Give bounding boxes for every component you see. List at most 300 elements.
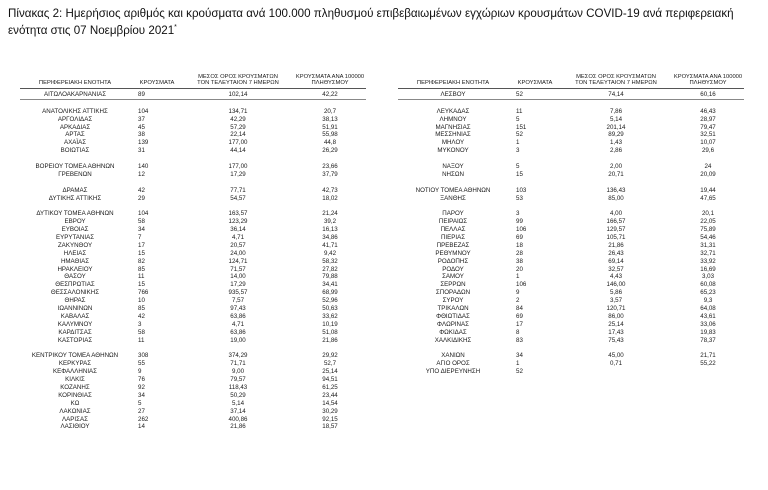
cell-rate: 41,71 [322,241,338,249]
cell-rate: 18,57 [322,423,338,431]
cell-rate: 28,97 [700,115,716,123]
cell-avg: 85,00 [608,194,624,202]
table-row [20,416,366,424]
table-row [20,234,366,242]
cell-rate: 21,86 [322,336,338,344]
table-row [20,202,366,210]
cell-cases: 82 [138,257,145,265]
header-cases: ΚΡΟΥΣΜΑΤΑ [139,80,175,87]
header-region: ΠΕΡΙΦΕΡΕΙΑΚΗ ΕΝΟΤΗΤΑ [38,80,112,87]
cell-cases: 89 [138,91,145,98]
table-row [398,108,744,116]
cell-region: ΕΥΒΟΙΑΣ [61,226,89,234]
cell-avg: 129,57 [606,226,626,234]
cell-avg: 4,71 [231,234,245,242]
cell-cases: 140 [138,163,149,171]
cell-region: ΛΑΚΩΝΙΑΣ [59,407,91,415]
table-row [398,147,744,155]
table-row [398,91,744,100]
cell-region: ΛΑΣΙΘΙΟΥ [60,423,90,431]
cell-region: ΑΡΚΑΔΙΑΣ [59,123,91,131]
cell-avg: 71,71 [230,360,246,368]
table-row [398,218,744,226]
cell-region: ΚΑΡΔΙΤΣΑΣ [58,328,92,336]
cell-region: ΓΡΕΒΕΝΩΝ [58,170,92,178]
cell-rate: 50,63 [322,305,338,313]
cell-region: ΕΥΡΥΤΑΝΙΑΣ [55,234,95,242]
cell-avg: 71,57 [230,265,246,273]
cell-cases: 27 [138,407,145,415]
cell-region: ΚΕΝΤΡΙΚΟΥ ΤΟΜΕΑ ΑΘΗΝΩΝ [31,352,119,360]
cell-avg: 21,86 [608,241,624,249]
cell-rate: 21,71 [700,352,716,360]
cell-avg: 63,86 [230,312,246,320]
cell-avg: 123,29 [228,218,248,226]
cell-avg: 44,14 [230,147,246,155]
table-row [398,289,744,297]
cell-rate: 92,15 [322,415,338,423]
cell-region: ΥΠΟ ΔΙΕΡΕΥΝΗΣΗ [425,368,481,376]
cell-region: ΦΘΙΩΤΙΔΑΣ [436,312,470,320]
cell-cases: 84 [516,305,523,313]
cell-region: ΗΜΑΘΙΑΣ [60,257,90,265]
table-row [20,313,366,321]
cell-cases: 3 [516,210,520,218]
cell-region: ΡΟΔΟΥ [442,265,464,273]
table-left [20,70,366,431]
table-row [398,131,744,139]
cell-cases: 76 [138,376,145,384]
cell-cases: 85 [138,265,145,273]
cell-region: ΕΒΡΟΥ [64,218,86,226]
cell-region: ΠΡΕΒΕΖΑΣ [436,241,470,249]
cell-cases: 262 [138,415,149,423]
cell-rate: 38,13 [322,115,338,123]
cell-region: ΚΟΡΙΝΘΙΑΣ [58,391,92,399]
cell-rate: 16,13 [322,226,338,234]
table-row [20,218,366,226]
table-row [398,321,744,329]
table-row [20,131,366,139]
cell-avg: 146,00 [606,281,626,289]
table-row [398,226,744,234]
table-row [20,171,366,179]
cell-avg: 74,14 [608,91,624,98]
cell-cases: 52 [516,91,523,98]
cell-rate: 19,83 [700,328,716,336]
cell-cases: 1 [516,273,520,281]
cell-rate: 27,82 [322,265,338,273]
cell-cases: 15 [516,170,523,178]
cell-region: ΤΡΙΚΑΛΩΝ [437,305,469,313]
table-row [20,155,366,163]
table-row [20,91,366,100]
cell-rate: 47,65 [700,194,716,202]
cell-avg: 1,43 [609,139,623,147]
cell-rate: 51,08 [322,328,338,336]
cell-region: ΚΕΦΑΛΛΗΝΙΑΣ [52,368,97,376]
cell-rate: 46,43 [700,107,716,115]
table-row [20,100,366,108]
cell-cases: 53 [516,194,523,202]
cell-region: ΜΕΣΣΗΝΙΑΣ [435,131,471,139]
header-rate-line2: ΠΛΗΘΥΣΜΟΥ [689,80,727,87]
cell-avg: 120,71 [606,305,626,313]
table-row [398,234,744,242]
cell-cases: 52 [516,368,523,376]
cell-rate: 32,71 [700,249,716,257]
cell-cases: 11 [138,336,145,344]
table-row [20,187,366,195]
header-avg-line2: ΤΟΝ ΤΕΛΕΥΤΑΙΟΝ 7 ΗΜΕΡΩΝ [575,80,657,87]
table-row [20,195,366,203]
cell-rate: 94,51 [322,376,338,384]
cell-avg: 97,43 [230,305,246,313]
cell-cases: 45 [138,123,145,131]
table-row [20,384,366,392]
cell-region: ΑΧΑΪΑΣ [63,139,87,147]
cell-region: ΑΙΤΩΛΟΑΚΑΡΝΑΝΙΑΣ [43,91,107,98]
cell-avg: 374,29 [228,352,248,360]
cell-cases: 69 [516,312,523,320]
cell-avg: 20,57 [230,241,246,249]
cell-cases: 37 [138,115,145,123]
cell-rate: 61,25 [322,383,338,391]
cell-avg: 4,43 [609,273,623,281]
table-row [20,116,366,124]
table-row [20,392,366,400]
table-row [398,266,744,274]
cell-cases: 38 [138,131,145,139]
cell-cases: 5 [138,399,142,407]
cell-avg: 54,57 [230,194,246,202]
cell-region: ΒΟΡΕΙΟΥ ΤΟΜΕΑ ΑΘΗΝΩΝ [35,163,115,171]
cell-rate: 10,07 [700,139,716,147]
cell-region: ΔΡΑΜΑΣ [62,186,88,194]
cell-avg: 20,71 [608,170,624,178]
cell-cases: 5 [516,115,520,123]
cell-rate: 79,47 [700,123,716,131]
table-row [398,179,744,187]
cell-cases: 42 [138,186,145,194]
cell-region: ΘΕΣΠΡΩΤΙΑΣ [55,281,95,289]
table-row [398,171,744,179]
cell-rate: 25,14 [322,368,338,376]
cell-cases: 31 [138,147,145,155]
cell-region: ΛΗΜΝΟΥ [439,115,467,123]
table-row [20,337,366,345]
cell-rate: 33,62 [322,312,338,320]
cell-region: ΡΕΘΥΜΝΟΥ [435,249,471,257]
cell-rate: 52,7 [323,360,337,368]
cell-avg: 79,57 [230,376,246,384]
cell-rate: 42,73 [322,186,338,194]
cell-rate: 29,6 [701,147,715,155]
cell-avg: 17,43 [608,328,624,336]
cell-region: ΜΗΛΟΥ [441,139,465,147]
header-avg-line1: ΜΕΣΟΣ ΟΡΟΣ ΚΡΟΥΣΜΑΤΩΝ [576,73,656,80]
cell-cases: 14 [138,423,145,431]
table-row [398,195,744,203]
cell-cases: 38 [516,257,523,265]
cell-cases: 20 [516,265,523,273]
cell-region: ΜΑΓΝΗΣΙΑΣ [435,123,471,131]
cell-region: ΝΗΣΩΝ [442,170,464,178]
cell-avg: 45,00 [608,352,624,360]
cell-rate: 9,3 [703,297,713,305]
cell-rate: 23,44 [322,391,338,399]
cell-rate: 51,91 [322,123,338,131]
cell-cases: 17 [138,241,145,249]
cell-region: ΚΟΖΑΝΗΣ [60,383,90,391]
table-row [398,360,744,368]
cell-region: ΔΥΤΙΚΟΥ ΤΟΜΕΑ ΑΘΗΝΩΝ [36,210,114,218]
cell-region: ΛΕΣΒΟΥ [440,91,466,98]
table-header [398,70,744,89]
table-row [398,139,744,147]
table-row [20,329,366,337]
cell-rate: 33,06 [700,320,716,328]
cell-avg: 24,00 [230,249,246,257]
cell-region: ΣΠΟΡΑΔΩΝ [435,289,471,297]
cell-rate: 14,54 [322,399,338,407]
cell-avg: 69,14 [608,257,624,265]
cell-region: ΠΑΡΟΥ [442,210,464,218]
table-row [398,329,744,337]
table-header [20,70,366,89]
cell-cases: 92 [138,383,145,391]
cell-avg: 0,71 [609,360,623,368]
cell-rate: 24 [704,163,712,171]
table-row [20,242,366,250]
cell-avg: 124,71 [228,257,248,265]
cell-rate: 19,44 [700,186,716,194]
table-row [20,273,366,281]
table-row [20,258,366,266]
cell-avg: 22,14 [230,131,246,139]
cell-avg: 5,86 [609,289,623,297]
cell-region: ΛΑΡΙΣΑΣ [62,415,88,423]
cell-cases: 83 [516,336,523,344]
table-row [398,281,744,289]
cell-region: ΗΛΕΙΑΣ [63,249,87,257]
cell-avg: 118,43 [228,383,248,391]
cell-avg: 36,14 [230,226,246,234]
cell-avg: 17,29 [230,281,246,289]
header-rate [292,74,368,87]
cell-cases: 8 [516,328,520,336]
cell-region: ΛΕΥΚΑΔΑΣ [436,107,470,115]
cell-avg: 166,57 [606,218,626,226]
cell-cases: 55 [138,360,145,368]
cell-avg: 177,00 [228,139,248,147]
cell-region: ΝΑΞΟΥ [442,163,464,171]
cell-cases: 151 [516,123,527,131]
cell-cases: 52 [516,131,523,139]
table-row [398,273,744,281]
table-row [398,368,744,376]
cell-region: ΑΡΓΟΛΙΔΑΣ [57,115,93,123]
cell-rate: 3,03 [701,273,715,281]
table-row [398,313,744,321]
header-cases: ΚΡΟΥΣΜΑΤΑ [517,80,553,87]
cell-region: ΚΩ [70,399,80,407]
cell-cases: 29 [138,194,145,202]
table-body-right [398,91,744,376]
table-row [398,297,744,305]
cell-region: ΝΟΤΙΟΥ ΤΟΜΕΑ ΑΘΗΝΩΝ [415,186,491,194]
cell-rate: 60,08 [700,281,716,289]
cell-region: ΦΩΚΙΔΑΣ [439,328,467,336]
cell-cases: 69 [516,234,523,242]
table-row [20,360,366,368]
cell-avg: 7,57 [231,297,245,305]
cell-region: ΚΑΣΤΟΡΙΑΣ [57,336,93,344]
cell-cases: 11 [516,107,523,115]
cell-cases: 9 [138,368,142,376]
title-text: Πίνακας 2: Ημερήσιος αριθμός και κρούσματα ανά 100.000 πληθυσμού επιβεβαιωμένων εγχώριων κρουσμάτων COVID-19 ανά περιφερειακή ενότητα στις 07 Νοεμβρίου 2021 [8,7,734,37]
table-row [20,179,366,187]
table-row [398,305,744,313]
header-rate-line2: ΠΛΗΘΥΣΜΟΥ [311,80,349,87]
header-avg [188,74,288,87]
cell-avg: 32,57 [608,265,624,273]
cell-cases: 3 [516,147,520,155]
table-row [20,368,366,376]
cell-rate: 39,2 [323,218,337,226]
table-body-left [20,91,366,431]
cell-rate: 52,96 [322,297,338,305]
cell-region: ΒΟΙΩΤΙΑΣ [60,147,90,155]
cell-avg: 42,29 [230,115,246,123]
table-row [398,163,744,171]
cell-avg: 2,86 [609,147,623,155]
cell-rate: 26,29 [322,147,338,155]
cell-avg: 7,86 [609,107,623,115]
cell-cases: 99 [516,218,523,226]
page-title [8,5,760,39]
cell-avg: 105,71 [606,234,626,242]
cell-region: ΠΕΛΛΑΣ [440,226,466,234]
table-row [398,155,744,163]
table-row [20,250,366,258]
table-row [20,281,366,289]
cell-cases: 58 [138,328,145,336]
cell-cases: 12 [138,170,145,178]
cell-rate: 23,66 [322,163,338,171]
cell-region: ΜΥΚΟΝΟΥ [437,147,469,155]
table-row [20,108,366,116]
cell-avg: 4,00 [609,210,623,218]
cell-region: ΘΑΣΟΥ [64,273,86,281]
cell-region: ΖΑΚΥΝΘΟΥ [57,241,93,249]
table-row [398,345,744,353]
header-avg-line2: ΤΟΝ ΤΕΛΕΥΤΑΙΟΝ 7 ΗΜΕΡΩΝ [197,80,279,87]
cell-region: ΡΟΔΟΠΗΣ [437,257,469,265]
cell-avg: 19,00 [230,336,246,344]
table-row [20,423,366,431]
cell-cases: 766 [138,289,149,297]
cell-cases: 42 [138,312,145,320]
cell-region: ΦΛΩΡΙΝΑΣ [437,320,469,328]
cell-region: ΠΙΕΡΙΑΣ [440,234,466,242]
cell-cases: 10 [138,297,145,305]
table-row [398,258,744,266]
cell-region: ΑΡΤΑΣ [65,131,85,139]
cell-avg: 25,14 [608,320,624,328]
table-row [398,352,744,360]
cell-avg: 163,57 [228,210,248,218]
cell-cases: 1 [516,139,520,147]
cell-cases: 15 [138,281,145,289]
cell-cases: 11 [138,273,145,281]
cell-region: ΑΝΑΤΟΛΙΚΗΣ ΑΤΤΙΚΗΣ [42,107,108,115]
cell-rate: 79,88 [322,273,338,281]
cell-avg: 26,43 [608,249,624,257]
header-rate-line1: ΚΡΟΥΣΜΑΤΑ ΑΝΑ 100000 [673,73,743,80]
table-row [398,202,744,210]
cell-avg: 17,29 [230,170,246,178]
cell-rate: 54,46 [700,234,716,242]
cell-region: ΣΕΡΡΩΝ [440,281,466,289]
cell-avg: 177,00 [228,163,248,171]
cell-region: ΘΕΣΣΑΛΟΝΙΚΗΣ [50,289,100,297]
table-row [398,210,744,218]
table-row [20,124,366,132]
table-row [398,116,744,124]
cell-cases: 139 [138,139,149,147]
cell-rate: 22,05 [700,218,716,226]
cell-cases: 1 [516,360,520,368]
cell-cases: 58 [138,218,145,226]
cell-cases: 106 [516,281,527,289]
cell-avg: 935,57 [228,289,248,297]
cell-avg: 2,00 [609,163,623,171]
cell-region: ΧΑΛΚΙΔΙΚΗΣ [434,336,472,344]
cell-rate: 20,09 [700,170,716,178]
cell-rate: 55,22 [700,360,716,368]
cell-rate: 31,31 [700,241,716,249]
cell-rate: 34,41 [322,281,338,289]
cell-avg: 5,14 [609,115,623,123]
cell-region: ΚΑΒΑΛΑΣ [60,312,90,320]
cell-rate: 33,92 [700,257,716,265]
cell-avg: 75,43 [608,336,624,344]
table-row [20,352,366,360]
table-row [398,337,744,345]
cell-cases: 104 [138,210,149,218]
header-rate-line1: ΚΡΟΥΣΜΑΤΑ ΑΝΑ 100000 [295,73,365,80]
cell-cases: 34 [516,352,523,360]
table-row [20,297,366,305]
cell-rate: 10,19 [322,320,338,328]
cell-region: ΞΑΝΘΗΣ [440,194,466,202]
header-avg [566,74,666,87]
cell-region: ΙΩΑΝΝΙΝΩΝ [57,305,93,313]
title-footnote: * [174,24,177,32]
cell-avg: 3,57 [609,297,623,305]
header-region: ΠΕΡΙΦΕΡΕΙΑΚΗ ΕΝΟΤΗΤΑ [416,80,490,87]
cell-region: ΣΥΡΟΥ [442,297,464,305]
cell-rate: 78,37 [700,336,716,344]
cell-rate: 21,24 [322,210,338,218]
cell-cases: 308 [138,352,149,360]
table-row [20,376,366,384]
table-row [20,226,366,234]
header-rate [670,74,746,87]
cell-rate: 64,08 [700,305,716,313]
cell-cases: 17 [516,320,523,328]
